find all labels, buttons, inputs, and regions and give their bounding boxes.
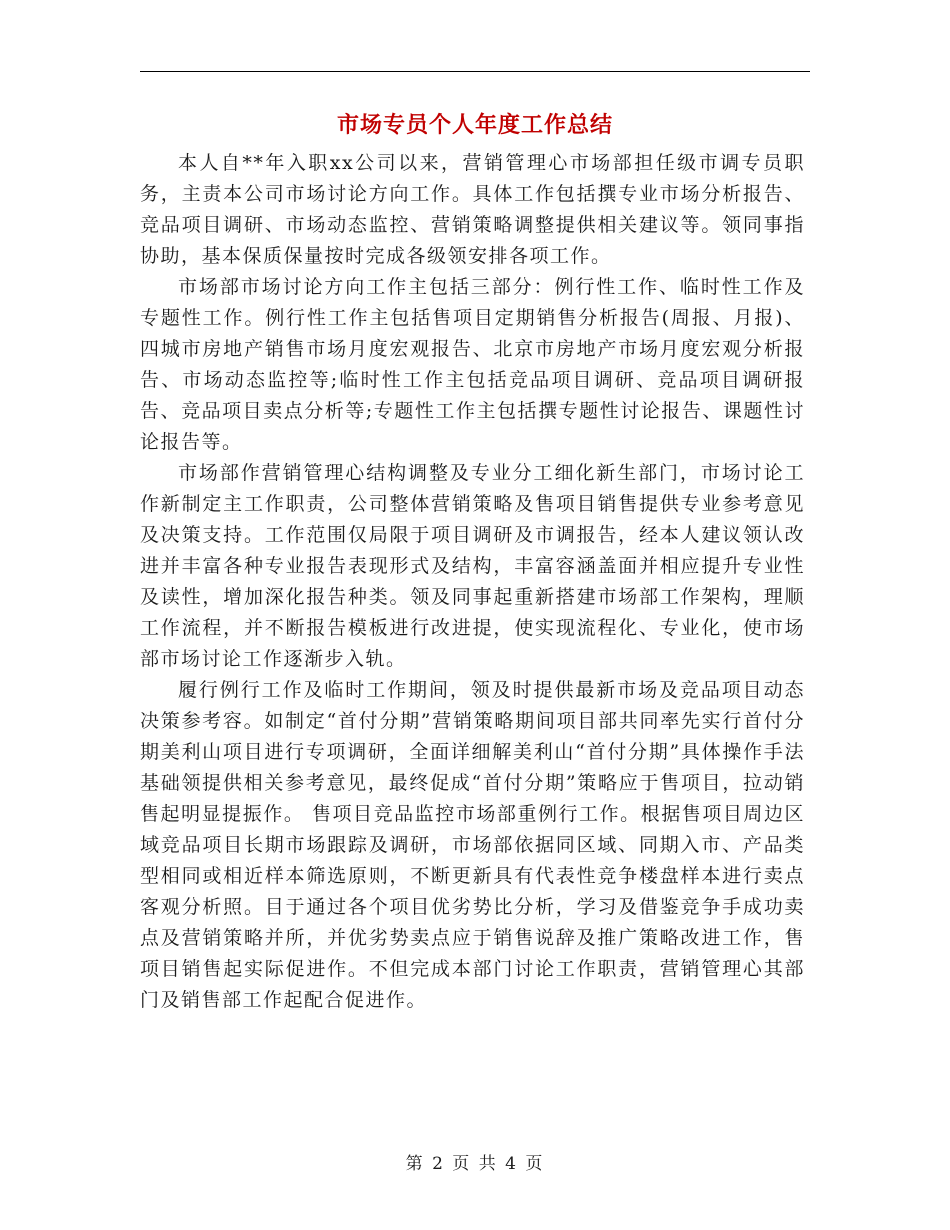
paragraph-2: 市场部市场讨论方向工作主包括三部分：例行性工作、临时性工作及专题性工作。例行性工作主包括售项目定期销售分析报告(周报、月报)、四城市房地产销售市场月度宏观报告、北京市房地产市场月度宏观分析报告、市场动态监控等;临时性工作主包括竞品项目调研、竞品项目调研报告、竞品项目卖点分析等;专题性工作主包括撰专题性讨论报告、课题性讨论报告等。 [140, 276, 805, 453]
paragraph-3: 市场部作营销管理心结构调整及专业分工细化新生部门，市场讨论工作新制定主工作职责，公司整体营销策略及售项目销售提供专业参考意见及决策支持。工作范围仅局限于项目调研及市调报告，经本人建议领认改进并丰富各种专业报告表现形式及结构，丰富容涵盖面并相应提升专业性及读性，增加深化报告种类。领及同事起重新搭建市场部工作架构，理顺工作流程，并不断报告模板进行改进提，使实现流程化、专业化，使市场部市场讨论工作逐渐步入轨。 [140, 462, 805, 670]
document-body [140, 148, 805, 1016]
page-number: 第 2 页 共 4 页 [405, 1154, 545, 1174]
paragraph-1: 本人自**年入职xx公司以来，营销管理心市场部担任级市调专员职务，主责本公司市场讨论方向工作。具体工作包括撰专业市场分析报告、竞品项目调研、市场动态监控、营销策略调整提供相关建议等。领同事指协助，基本保质保量按时完成各级领安排各项工作。 [140, 152, 805, 267]
document-title: 市场专员个人年度工作总结 [336, 113, 613, 138]
paragraph-4: 履行例行工作及临时工作期间，领及时提供最新市场及竞品项目动态决策参考容。如制定“首付分期”营销策略期间项目部共同率先实行首付分期美利山项目进行专项调研，全面详细解美利山“首付分期”具体操作手法基础领提供相关参考意见，最终促成“首付分期”策略应于售项目，拉动销售起明显提振作。 售项目竞品监控市场部重例行工作。根据售项目周边区域竞品项目长期市场跟踪及调研，市场部依据同区域、同期入市、产品类型相同或相近样本筛选原则，不断更新具有代表性竞争楼盘样本进行卖点客观分析照。目于通过各个项目优劣势比分析，学习及借鉴竞争手成功卖点及营销策略并所，并优劣势卖点应于销售说辞及推广策略改进工作，售项目销售起实际促进作。不但完成本部门讨论工作职责，营销管理心其部门及销售部工作起配合促进作。 [140, 679, 805, 1011]
header-rule [140, 71, 810, 72]
